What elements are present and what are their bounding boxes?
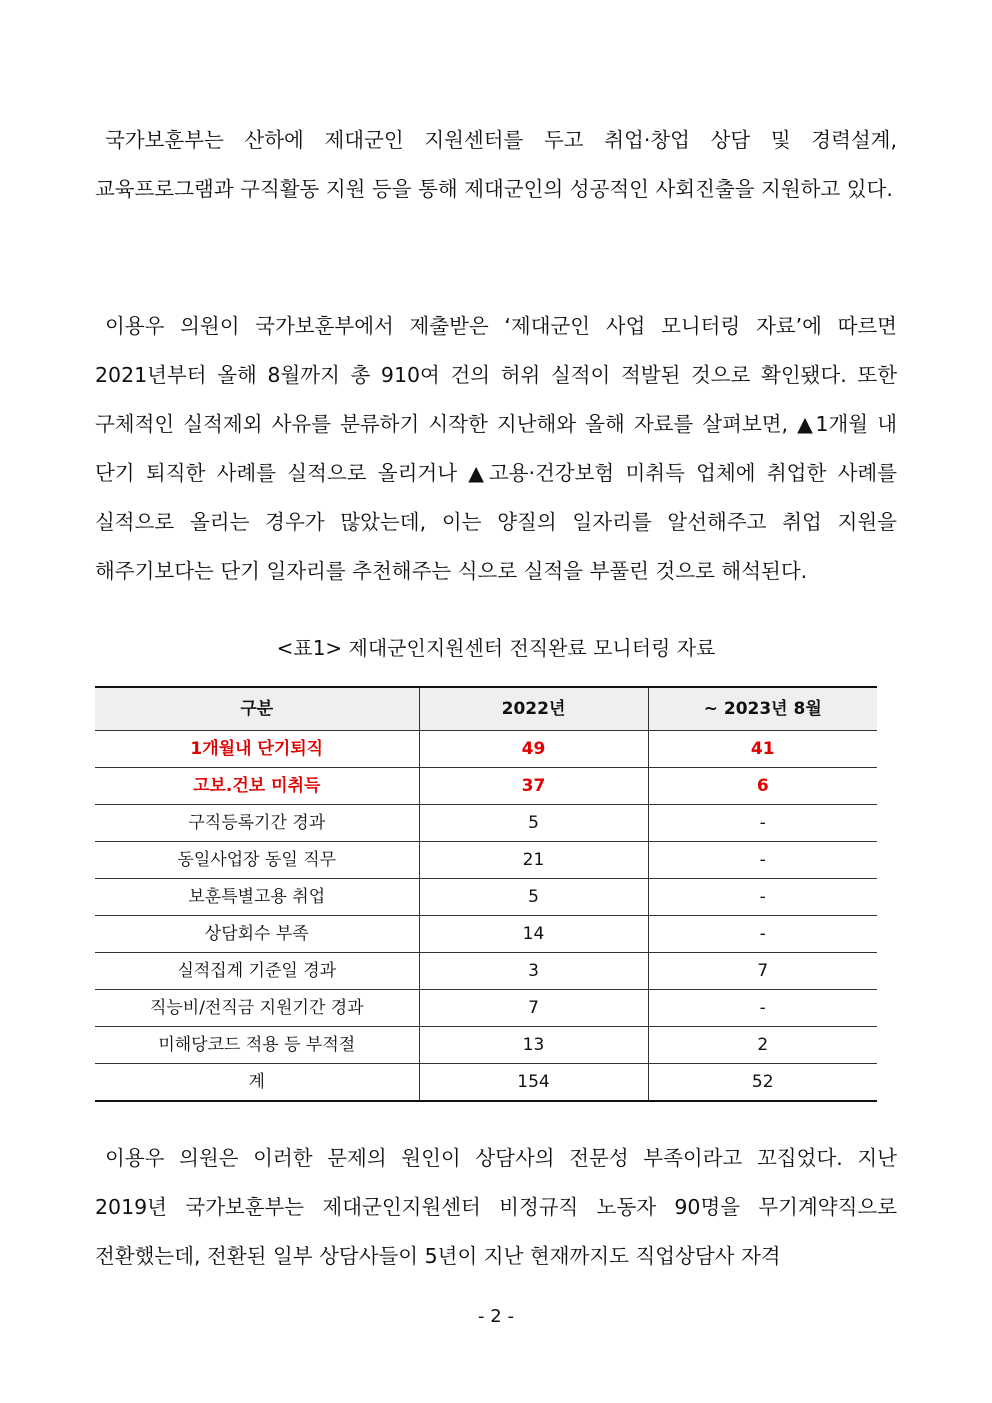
row-label: 실적집계 기준일 경과 (95, 953, 419, 990)
paragraph-intro: 국가보훈부는 산하에 제대군인 지원센터를 두고 취업·창업 상담 및 경력설계, 교육프로그램과 구직활동 지원 등을 통해 제대군인의 성공적인 사회진출을 지원하고 있다. (95, 128, 897, 201)
paragraph-monitoring-findings: 이용우 의원이 국가보훈부에서 제출받은 ‘제대군인 사업 모니터링 자료’에 따르면 2021년부터 올해 8월까지 총 910여 건의 허위 실적이 적발된 것으로 확인됐다. 또한 구체적인 실적제외 사유를 분류하기 시작한 지난해와 올해 자료를 살펴보면, ▲1개월 내 단기 퇴직한 사례를 실적으로 올리거나 ▲고용·건강보험 미취득 업체에 취업한 사례를 실적으로 올리는 경우가 많았는데, 이는 양질의 일자리를 알선해주고 취업 지원을 해주기보다는 단기 일자리를 추천해주는 식으로 실적을 부풀린 것으로 해석된다. (95, 314, 897, 583)
row-value-2022: 14 (419, 916, 648, 953)
table-row (95, 805, 877, 842)
header-2022: 2022년 (419, 687, 648, 731)
row-value-2022: 7 (419, 990, 648, 1027)
row-label: 동일사업장 동일 직무 (95, 842, 419, 879)
table-row (95, 990, 877, 1027)
row-label: 1개월내 단기퇴직 (95, 731, 419, 768)
row-label: 상담회수 부족 (95, 916, 419, 953)
total-value-2022: 154 (419, 1064, 648, 1102)
table-row (95, 879, 877, 916)
row-label: 직능비/전직금 지원기간 경과 (95, 990, 419, 1027)
row-label: 미해당코드 적용 등 부적절 (95, 1027, 419, 1064)
row-value-2022: 5 (419, 879, 648, 916)
table-row (95, 731, 877, 768)
row-value-2023: 2 (648, 1027, 877, 1064)
row-value-2023: - (648, 916, 877, 953)
table-total-row (95, 1064, 877, 1102)
row-value-2023: - (648, 805, 877, 842)
row-value-2023: - (648, 990, 877, 1027)
header-2023-aug: ~ 2023년 8월 (648, 687, 877, 731)
header-category: 구분 (95, 687, 419, 731)
table-row (95, 842, 877, 879)
row-label: 보훈특별고용 취업 (95, 879, 419, 916)
total-label: 계 (95, 1064, 419, 1102)
row-value-2022: 37 (419, 768, 648, 805)
row-value-2022: 13 (419, 1027, 648, 1064)
row-label: 고보.건보 미취득 (95, 768, 419, 805)
total-value-2023: 52 (648, 1064, 877, 1102)
page-number: - 2 - (478, 1306, 514, 1327)
row-value-2022: 3 (419, 953, 648, 990)
table-header-row (95, 687, 877, 731)
row-value-2023: 41 (648, 731, 877, 768)
row-value-2022: 49 (419, 731, 648, 768)
row-value-2023: 7 (648, 953, 877, 990)
table-row (95, 953, 877, 990)
row-value-2023: 6 (648, 768, 877, 805)
table-caption: <표1> 제대군인지원센터 전직완료 모니터링 자료 (276, 636, 716, 660)
monitoring-table (95, 686, 877, 1102)
row-value-2023: - (648, 842, 877, 879)
row-value-2023: - (648, 879, 877, 916)
table-row (95, 1027, 877, 1064)
row-value-2022: 21 (419, 842, 648, 879)
paragraph-cause-analysis: 이용우 의원은 이러한 문제의 원인이 상담사의 전문성 부족이라고 꼬집었다. 지난 2019년 국가보훈부는 제대군인지원센터 비정규직 노동자 90명을 무기계약직으로 전환했는데, 전환된 일부 상담사들이 5년이 지난 현재까지도 직업상담사 자격 (95, 1146, 897, 1268)
row-label: 구직등록기간 경과 (95, 805, 419, 842)
table-row (95, 768, 877, 805)
table-row (95, 916, 877, 953)
row-value-2022: 5 (419, 805, 648, 842)
